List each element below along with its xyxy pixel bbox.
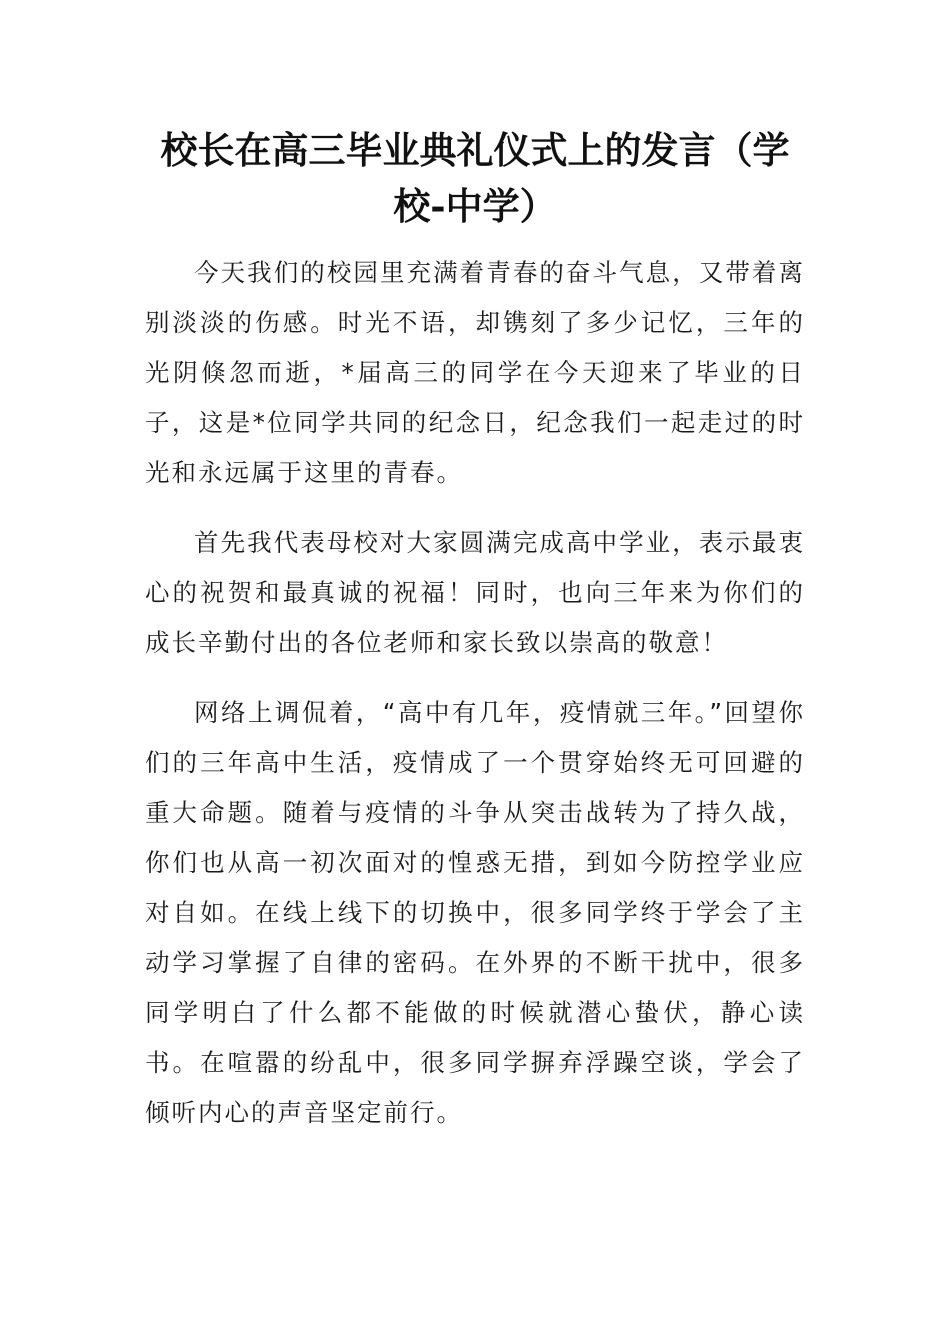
document-title <box>140 122 810 234</box>
paragraph-1: 今天我们的校园里充满着青春的奋斗气息，又带着离别淡淡的伤感。时光不语，却镌刻了多少记忆，三年的光阴倏忽而逝，*届高三的同学在今天迎来了毕业的日子，这是*位同学共同的纪念日，纪念我们一起走过的时光和永远属于这里的青春。 <box>145 258 805 487</box>
document-body <box>145 248 805 1158</box>
paragraph-3: 网络上调侃着，“高中有几年，疫情就三年。”回望你们的三年高中生活，疫情成了一个贯穿始终无可回避的重大命题。随着与疫情的斗争从突击战转为了持久战，你们也从高一初次面对的惶惑无措，到如今防控学业应对自如。在线上线下的切换中，很多同学终于学会了主动学习掌握了自律的密码。在外界的不断干扰中，很多同学明白了什么都不能做的时候就潜心蛰伏，静心读书。在喧嚣的纷乱中，很多同学摒弃浮躁空谈，学会了倾听内心的声音坚定前行。 <box>145 698 805 1127</box>
paragraph-2: 首先我代表母校对大家圆满完成高中学业，表示最衷心的祝贺和最真诚的祝福！同时，也向三年来为你们的成长辛勤付出的各位老师和家长致以崇高的敬意！ <box>145 528 805 657</box>
title-line-2: 校-中学） <box>393 184 557 228</box>
title-line-1: 校长在高三毕业典礼仪式上的发言（学 <box>160 128 790 172</box>
